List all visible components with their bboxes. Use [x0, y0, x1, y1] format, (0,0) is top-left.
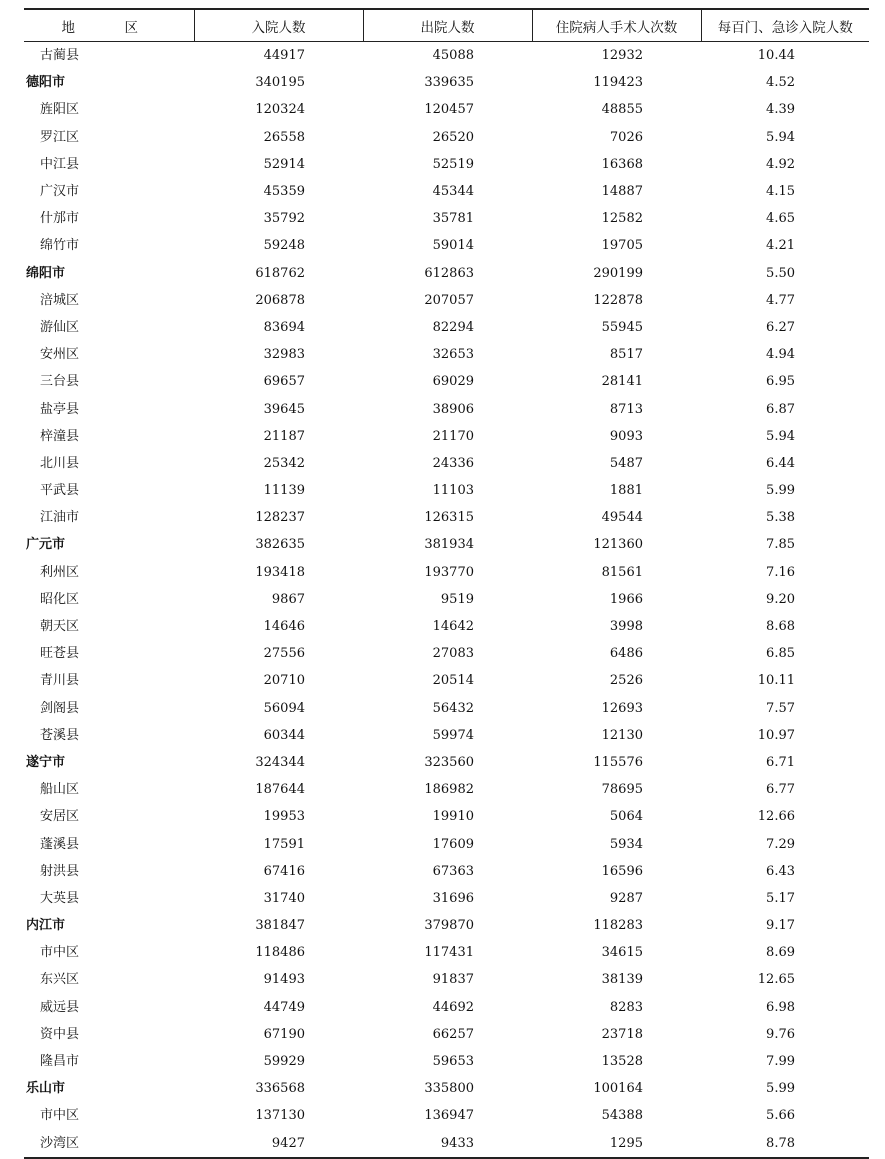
surgeries-cell: 19705	[601, 238, 643, 254]
surgeries-cell: 8517	[609, 347, 643, 363]
discharges-cell: 66257	[432, 1026, 474, 1042]
discharges-cell: 19910	[432, 809, 474, 825]
per-hundred-cell: 12.65	[757, 972, 795, 988]
discharges-cell: 91837	[432, 972, 474, 988]
per-hundred-cell: 7.29	[766, 836, 795, 852]
surgeries-cell: 1966	[609, 591, 643, 607]
surgeries-cell: 9287	[609, 890, 643, 906]
county-row	[24, 341, 869, 368]
discharges-cell: 32653	[432, 347, 474, 363]
surgeries-cell: 48855	[601, 102, 643, 118]
county-row	[24, 96, 869, 123]
region-name-cell: 罗江区	[40, 129, 80, 145]
surgeries-cell: 14887	[601, 184, 643, 200]
admissions-cell: 83694	[263, 319, 305, 335]
surgeries-cell: 1881	[609, 483, 643, 499]
region-name-cell: 遂宁市	[26, 754, 66, 770]
surgeries-cell: 2526	[609, 673, 643, 689]
surgeries-cell: 54388	[601, 1108, 643, 1124]
county-row	[24, 586, 869, 613]
admissions-cell: 44917	[263, 48, 305, 64]
discharges-cell: 69029	[432, 374, 474, 390]
surgeries-cell: 12130	[601, 727, 643, 743]
region-name-cell: 古蔺县	[40, 48, 80, 64]
per-hundred-cell: 4.39	[766, 102, 795, 118]
admissions-cell: 324344	[255, 754, 305, 770]
county-row	[24, 178, 869, 205]
discharges-cell: 14642	[432, 619, 474, 635]
discharges-cell: 44692	[432, 999, 474, 1015]
surgeries-cell: 5934	[609, 836, 643, 852]
surgeries-cell: 5064	[609, 809, 643, 825]
admissions-cell: 206878	[255, 292, 305, 308]
per-hundred-cell: 6.87	[766, 401, 795, 417]
per-hundred-cell: 7.99	[766, 1054, 795, 1070]
surgeries-cell: 119423	[593, 75, 643, 91]
admissions-cell: 128237	[255, 510, 305, 526]
per-hundred-cell: 6.27	[766, 319, 795, 335]
per-hundred-cell: 10.11	[757, 673, 795, 689]
admissions-cell: 382635	[255, 537, 305, 553]
county-row	[24, 722, 869, 749]
surgeries-cell: 28141	[601, 374, 643, 390]
discharges-cell: 379870	[424, 918, 474, 934]
region-name-cell: 安州区	[40, 347, 80, 363]
per-hundred-cell: 9.76	[766, 1026, 795, 1042]
admissions-cell: 336568	[255, 1081, 305, 1097]
per-hundred-cell: 5.66	[766, 1108, 795, 1124]
region-name-cell: 隆昌市	[40, 1054, 80, 1070]
surgeries-cell: 13528	[601, 1054, 643, 1070]
region-name-cell: 射洪县	[40, 863, 80, 879]
discharges-cell: 67363	[432, 863, 474, 879]
surgeries-cell: 121360	[593, 537, 643, 553]
county-row	[24, 776, 869, 803]
header-surgeries: 住院病人手术人次数	[532, 9, 701, 42]
city-row	[24, 749, 869, 776]
city-row	[24, 260, 869, 287]
region-name-cell: 内江市	[26, 918, 66, 934]
region-name-cell: 盐亭县	[40, 401, 80, 417]
region-name-cell: 中江县	[40, 156, 80, 172]
county-row	[24, 667, 869, 694]
admissions-cell: 25342	[263, 455, 305, 471]
admissions-cell: 56094	[263, 700, 305, 716]
discharges-cell: 17609	[432, 836, 474, 852]
surgeries-cell: 78695	[601, 782, 643, 798]
region-name-cell: 东兴区	[40, 972, 80, 988]
region-name-cell: 苍溪县	[40, 727, 80, 743]
county-row	[24, 314, 869, 341]
admissions-cell: 59929	[263, 1054, 305, 1070]
region-name-cell: 德阳市	[26, 75, 66, 91]
per-hundred-cell: 4.77	[766, 292, 795, 308]
region-name-cell: 什邡市	[40, 211, 80, 227]
admissions-cell: 32983	[263, 347, 305, 363]
county-row	[24, 205, 869, 232]
per-hundred-cell: 7.57	[766, 700, 795, 716]
discharges-cell: 59974	[432, 727, 474, 743]
surgeries-cell: 7026	[609, 129, 643, 145]
region-name-cell: 平武县	[40, 483, 80, 499]
city-row	[24, 912, 869, 939]
per-hundred-cell: 7.16	[766, 564, 795, 580]
city-row	[24, 531, 869, 558]
county-row	[24, 803, 869, 830]
county-row	[24, 151, 869, 178]
region-name-cell: 市中区	[40, 945, 80, 961]
admissions-cell: 31740	[263, 890, 305, 906]
region-name-cell: 三台县	[40, 374, 80, 390]
per-hundred-cell: 6.95	[766, 374, 795, 390]
per-hundred-cell: 5.94	[766, 129, 795, 145]
surgeries-cell: 16596	[601, 863, 643, 879]
per-hundred-cell: 5.99	[766, 1081, 795, 1097]
discharges-cell: 335800	[424, 1081, 474, 1097]
admissions-cell: 193418	[255, 564, 305, 580]
admissions-cell: 67416	[263, 863, 305, 879]
county-row	[24, 477, 869, 504]
county-row	[24, 368, 869, 395]
per-hundred-cell: 4.15	[766, 184, 795, 200]
discharges-cell: 35781	[432, 211, 474, 227]
discharges-cell: 56432	[432, 700, 474, 716]
admissions-cell: 67190	[263, 1026, 305, 1042]
per-hundred-cell: 6.98	[766, 999, 795, 1015]
discharges-cell: 59653	[432, 1054, 474, 1070]
discharges-cell: 323560	[424, 754, 474, 770]
admissions-cell: 187644	[255, 782, 305, 798]
per-hundred-cell: 5.94	[766, 428, 795, 444]
county-row	[24, 858, 869, 885]
per-hundred-cell: 8.78	[701, 1130, 869, 1158]
hospital-statistics-table	[24, 8, 869, 1159]
county-row	[24, 939, 869, 966]
county-row	[24, 1130, 869, 1158]
region-name-cell: 游仙区	[40, 319, 80, 335]
discharges-cell: 9519	[440, 591, 474, 607]
per-hundred-cell: 5.38	[766, 510, 795, 526]
admissions-cell: 52914	[263, 156, 305, 172]
admissions-cell: 118486	[255, 945, 305, 961]
surgeries-cell: 9093	[609, 428, 643, 444]
header-region: 地 区	[24, 9, 194, 42]
admissions-cell: 26558	[263, 129, 305, 145]
surgeries-cell: 12693	[601, 700, 643, 716]
city-row	[24, 69, 869, 96]
admissions-cell: 39645	[263, 401, 305, 417]
per-hundred-cell: 7.85	[766, 537, 795, 553]
per-hundred-cell: 8.69	[766, 945, 795, 961]
region-name-cell: 江油市	[40, 510, 80, 526]
per-hundred-cell: 6.85	[766, 646, 795, 662]
region-name-cell: 北川县	[40, 455, 80, 471]
surgeries-cell: 8713	[609, 401, 643, 417]
discharges-cell: 20514	[432, 673, 474, 689]
admissions-cell: 120324	[255, 102, 305, 118]
per-hundred-cell: 12.66	[757, 809, 795, 825]
county-row	[24, 1048, 869, 1075]
region-name-cell: 绵竹市	[40, 238, 80, 254]
admissions-cell: 17591	[263, 836, 305, 852]
county-row	[24, 695, 869, 722]
county-row	[24, 640, 869, 667]
discharges-cell: 612863	[424, 265, 474, 281]
region-name-cell: 绵阳市	[26, 265, 66, 281]
surgeries-cell: 12582	[601, 211, 643, 227]
admissions-cell: 27556	[263, 646, 305, 662]
county-row	[24, 395, 869, 422]
surgeries-cell: 23718	[601, 1026, 643, 1042]
county-row	[24, 504, 869, 531]
per-hundred-cell: 9.20	[766, 591, 795, 607]
region-name-cell: 乐山市	[26, 1081, 66, 1097]
per-hundred-cell: 6.43	[766, 863, 795, 879]
per-hundred-cell: 6.71	[766, 754, 795, 770]
per-hundred-cell: 10.97	[757, 727, 795, 743]
county-row	[24, 124, 869, 151]
discharges-cell: 207057	[424, 292, 474, 308]
city-row	[24, 1075, 869, 1102]
admissions-cell: 44749	[263, 999, 305, 1015]
discharges-cell: 52519	[432, 156, 474, 172]
discharges-cell: 24336	[432, 455, 474, 471]
discharges-cell: 38906	[432, 401, 474, 417]
discharges-cell: 120457	[424, 102, 474, 118]
header-row	[24, 9, 869, 42]
region-name-cell: 涪城区	[40, 292, 80, 308]
surgeries-cell: 81561	[601, 564, 643, 580]
region-name-cell: 广汉市	[40, 184, 80, 200]
per-hundred-cell: 5.99	[766, 483, 795, 499]
header-discharges: 出院人数	[363, 9, 532, 42]
region-name-cell: 大英县	[40, 890, 80, 906]
discharges-cell: 26520	[432, 129, 474, 145]
surgeries-cell: 5487	[609, 455, 643, 471]
county-row	[24, 423, 869, 450]
admissions-cell: 11139	[263, 483, 305, 499]
discharges-cell: 186982	[424, 782, 474, 798]
surgeries-cell: 118283	[593, 918, 643, 934]
county-row	[24, 830, 869, 857]
per-hundred-cell: 4.21	[766, 238, 795, 254]
discharges-cell: 45088	[432, 48, 474, 64]
region-name-cell: 沙湾区	[24, 1130, 194, 1158]
per-hundred-cell: 9.17	[766, 918, 795, 934]
county-row	[24, 287, 869, 314]
surgeries-cell: 1295	[532, 1130, 701, 1158]
discharges-cell: 117431	[424, 945, 474, 961]
surgeries-cell: 55945	[601, 319, 643, 335]
admissions-cell: 340195	[255, 75, 305, 91]
surgeries-cell: 34615	[601, 945, 643, 961]
surgeries-cell: 115576	[593, 754, 643, 770]
discharges-cell: 381934	[424, 537, 474, 553]
surgeries-cell: 122878	[593, 292, 643, 308]
per-hundred-cell: 6.77	[766, 782, 795, 798]
surgeries-cell: 6486	[609, 646, 643, 662]
admissions-cell: 137130	[255, 1108, 305, 1124]
discharges-cell: 45344	[432, 184, 474, 200]
county-row	[24, 994, 869, 1021]
header-per-hundred: 每百门、急诊入院人数	[701, 9, 869, 42]
header-admissions: 入院人数	[194, 9, 363, 42]
region-name-cell: 青川县	[40, 673, 80, 689]
region-name-cell: 资中县	[40, 1026, 80, 1042]
admissions-cell: 618762	[255, 265, 305, 281]
surgeries-cell: 12932	[601, 48, 643, 64]
discharges-cell: 9433	[363, 1130, 532, 1158]
region-name-cell: 昭化区	[40, 591, 80, 607]
admissions-cell: 381847	[255, 918, 305, 934]
discharges-cell: 193770	[424, 564, 474, 580]
per-hundred-cell: 10.44	[757, 48, 795, 64]
per-hundred-cell: 5.50	[766, 265, 795, 281]
discharges-cell: 59014	[432, 238, 474, 254]
region-name-cell: 船山区	[40, 782, 80, 798]
region-name-cell: 梓潼县	[40, 428, 80, 444]
county-row	[24, 885, 869, 912]
region-name-cell: 威远县	[40, 999, 80, 1015]
admissions-cell: 9427	[194, 1130, 363, 1158]
admissions-cell: 19953	[263, 809, 305, 825]
discharges-cell: 82294	[432, 319, 474, 335]
discharges-cell: 27083	[432, 646, 474, 662]
county-row	[24, 966, 869, 993]
region-name-cell: 利州区	[40, 564, 80, 580]
surgeries-cell: 49544	[601, 510, 643, 526]
county-row	[24, 1021, 869, 1048]
admissions-cell: 9867	[271, 591, 305, 607]
region-name-cell: 蓬溪县	[40, 836, 80, 852]
per-hundred-cell: 4.92	[766, 156, 795, 172]
table-body	[24, 42, 869, 1158]
county-row	[24, 42, 869, 70]
per-hundred-cell: 4.52	[766, 75, 795, 91]
admissions-cell: 21187	[263, 428, 305, 444]
discharges-cell: 21170	[432, 428, 474, 444]
region-name-cell: 广元市	[26, 537, 66, 553]
surgeries-cell: 8283	[609, 999, 643, 1015]
admissions-cell: 60344	[263, 727, 305, 743]
admissions-cell: 45359	[263, 184, 305, 200]
county-row	[24, 450, 869, 477]
surgeries-cell: 38139	[601, 972, 643, 988]
per-hundred-cell: 5.17	[766, 890, 795, 906]
county-row	[24, 232, 869, 259]
discharges-cell: 31696	[432, 890, 474, 906]
surgeries-cell: 3998	[609, 619, 643, 635]
region-name-cell: 剑阁县	[40, 700, 80, 716]
discharges-cell: 339635	[424, 75, 474, 91]
admissions-cell: 91493	[263, 972, 305, 988]
surgeries-cell: 290199	[593, 265, 643, 281]
admissions-cell: 69657	[263, 374, 305, 390]
region-name-cell: 市中区	[40, 1108, 80, 1124]
county-row	[24, 559, 869, 586]
surgeries-cell: 100164	[593, 1081, 643, 1097]
admissions-cell: 59248	[263, 238, 305, 254]
table-header	[24, 9, 869, 42]
admissions-cell: 20710	[263, 673, 305, 689]
region-name-cell: 旺苍县	[40, 646, 80, 662]
surgeries-cell: 16368	[601, 156, 643, 172]
discharges-cell: 136947	[424, 1108, 474, 1124]
per-hundred-cell: 4.94	[766, 347, 795, 363]
county-row	[24, 1102, 869, 1129]
discharges-cell: 126315	[424, 510, 474, 526]
admissions-cell: 14646	[263, 619, 305, 635]
per-hundred-cell: 6.44	[766, 455, 795, 471]
discharges-cell: 11103	[432, 483, 474, 499]
region-name-cell: 旌阳区	[40, 102, 80, 118]
per-hundred-cell: 4.65	[766, 211, 795, 227]
region-name-cell: 安居区	[40, 809, 80, 825]
per-hundred-cell: 8.68	[766, 619, 795, 635]
admissions-cell: 35792	[263, 211, 305, 227]
region-name-cell: 朝天区	[40, 619, 80, 635]
county-row	[24, 613, 869, 640]
